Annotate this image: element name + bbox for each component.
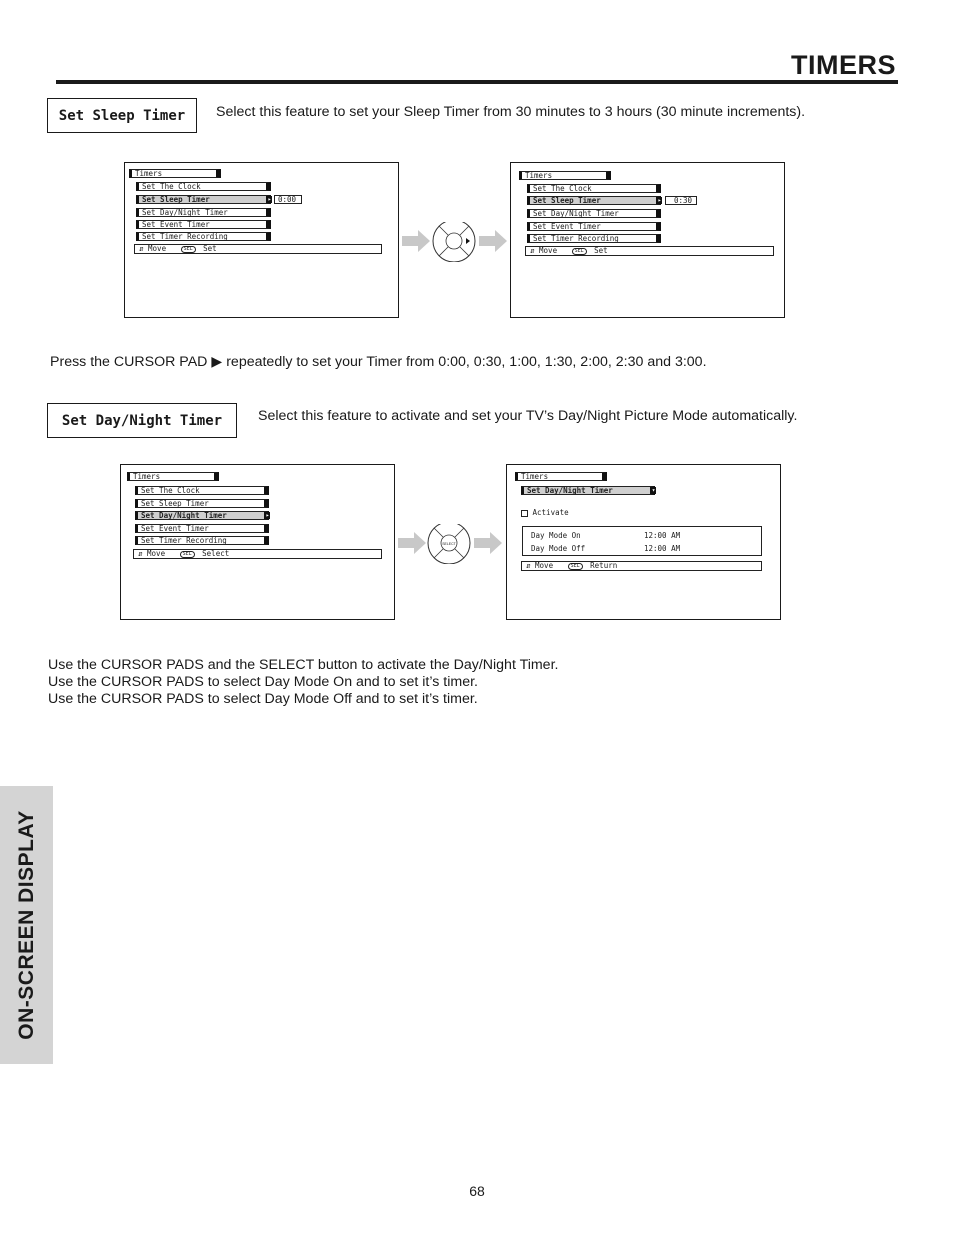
arrow-right-icon: ▸ (657, 197, 662, 204)
day-mode-panel (522, 526, 762, 556)
help-action: Set (594, 246, 608, 255)
select-pad-icon (428, 524, 470, 564)
menu-item[interactable]: Set The Clock (136, 182, 271, 191)
sleep-description: Select this feature to set your Sleep Timer from 30 minutes to 3 hours (30 minute increments). (216, 104, 806, 120)
arrow-right-icon: ▸ (267, 196, 272, 203)
daynight-screen-menu (120, 464, 395, 620)
menu-item[interactable]: Set Day/Night Timer (136, 208, 271, 217)
help-move: Move (148, 244, 167, 253)
menu-item-label: Set Sleep Timer (533, 196, 601, 205)
day-mode-on-label[interactable]: Day Mode On (531, 531, 581, 540)
menu-item[interactable]: Set Event Timer (136, 220, 271, 229)
updown-icon: ⇵ (526, 561, 531, 570)
daynight-feature-label: Set Day/Night Timer (47, 403, 237, 438)
help-move: Move (147, 549, 166, 558)
menu-item-label: Set Sleep Timer (142, 195, 210, 204)
submenu-label: Set Day/Night Timer (527, 486, 613, 495)
help-action: Set (203, 244, 217, 253)
daynight-notes (48, 657, 558, 708)
menu-item-selected[interactable] (135, 511, 269, 520)
sleep-cursor-pad-illustration (400, 222, 510, 262)
menu-item-selected[interactable] (527, 196, 661, 205)
help-bar (133, 549, 382, 559)
menu-tab: Timers (127, 472, 219, 481)
sel-key-icon: SEL (572, 248, 587, 255)
arrow-down-icon: ▾ (651, 487, 656, 494)
help-move: Move (535, 561, 554, 570)
menu-item[interactable]: Set Event Timer (135, 524, 269, 533)
menu-item-selected[interactable] (136, 195, 271, 204)
updown-icon: ⇵ (530, 246, 535, 255)
menu-item[interactable]: Set Event Timer (527, 222, 661, 231)
menu-item-label: Set Day/Night Timer (141, 511, 227, 520)
activate-checkbox[interactable] (521, 510, 528, 517)
side-tab-label: ON-SCREEN DISPLAY (14, 810, 38, 1040)
daynight-select-pad-illustration (396, 524, 506, 564)
help-bar (525, 246, 774, 256)
menu-item[interactable]: Set Sleep Timer (135, 499, 269, 508)
svg-text:SELECT: SELECT (442, 542, 456, 546)
sleep-screen-after (510, 162, 785, 318)
day-mode-on-time[interactable]: 12:00 AM (644, 531, 681, 540)
sleep-feature-label: Set Sleep Timer (47, 98, 197, 133)
updown-icon: ⇵ (138, 549, 143, 558)
cursor-pad-icon (433, 222, 475, 262)
menu-item[interactable]: Set Timer Recording (135, 536, 269, 545)
day-mode-off-time[interactable]: 12:00 AM (644, 544, 681, 553)
submenu-title (521, 486, 655, 495)
help-move: Move (539, 246, 558, 255)
daynight-note-3: Use the CURSOR PADS to select Day Mode Off and to set it’s timer. (48, 691, 478, 707)
menu-item[interactable]: Set Timer Recording (527, 234, 661, 243)
help-bar (521, 561, 762, 571)
updown-icon: ⇵ (139, 244, 144, 253)
help-action: Return (590, 561, 618, 570)
activate-row[interactable] (521, 508, 569, 517)
menu-item[interactable]: Set Timer Recording (136, 232, 271, 241)
help-action: Select (202, 549, 230, 558)
daynight-note-2: Use the CURSOR PADS to select Day Mode On and to set it’s timer. (48, 674, 478, 690)
menu-tab: Timers (515, 472, 607, 481)
daynight-description: Select this feature to activate and set your TV’s Day/Night Picture Mode automatically. (258, 408, 798, 424)
menu-item[interactable]: Set The Clock (527, 184, 661, 193)
sleep-value: 0:30 (665, 196, 697, 205)
sel-key-icon: SEL (568, 563, 583, 570)
activate-label: Activate (532, 508, 569, 517)
help-bar (134, 244, 382, 254)
menu-tab: Timers (129, 169, 221, 178)
daynight-note-1: Use the CURSOR PADS and the SELECT button to activate the Day/Night Timer. (48, 657, 559, 673)
arrow-right-icon: ▸ (265, 512, 270, 519)
sleep-value: 0:00 (274, 195, 302, 204)
arrow-right-icon (479, 230, 507, 252)
side-tab (0, 786, 53, 1064)
arrow-right-icon (474, 532, 502, 554)
menu-item[interactable]: Set The Clock (135, 486, 269, 495)
daynight-screen-settings (506, 464, 781, 620)
day-mode-off-label[interactable]: Day Mode Off (531, 544, 586, 553)
sleep-screen-before (124, 162, 399, 318)
arrow-right-icon (402, 230, 430, 252)
sel-key-icon: SEL (181, 246, 196, 253)
sleep-note: Press the CURSOR PAD ▶ repeatedly to set your Timer from 0:00, 0:30, 1:00, 1:30, 2:00, 2:30 and 3:00. (50, 354, 707, 370)
menu-item[interactable]: Set Day/Night Timer (527, 209, 661, 218)
menu-tab: Timers (519, 171, 611, 180)
header-rule (56, 80, 898, 84)
sel-key-icon: SEL (180, 551, 195, 558)
page-number: 68 (469, 1183, 485, 1199)
page-title: TIMERS (790, 50, 896, 80)
arrow-right-icon (398, 532, 426, 554)
